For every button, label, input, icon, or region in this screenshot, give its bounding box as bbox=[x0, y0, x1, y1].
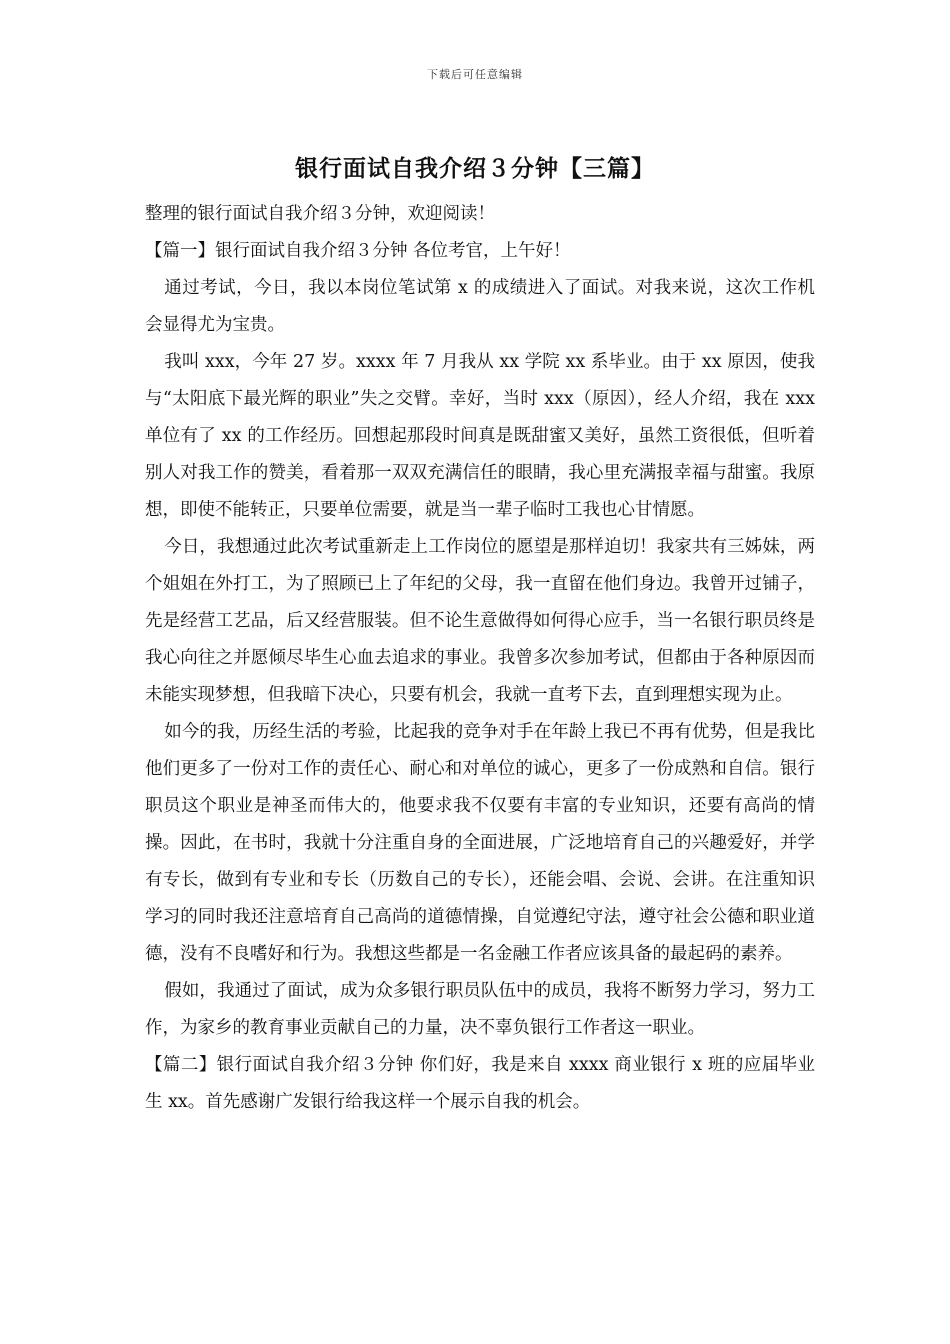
paragraph-section-one-heading: 【篇一】银行面试自我介绍３分钟 各位考官，上午好！ bbox=[145, 241, 571, 261]
paragraph: 假如，我通过了面试，成为众多银行职员队伍中的成员，我将不断努力学习，努力工作，为家乡的教育事业贡献自己的力量，决不辜负银行工作者这一职业。 bbox=[145, 981, 815, 1038]
document-body bbox=[145, 196, 815, 1121]
paragraph: 我叫 xxx，今年 27 岁。xxxx 年 7 月我从 xx 学院 xx 系毕业。由于 xx 原因，使我与“太阳底下最光辉的职业”失之交臂。幸好，当时 xxx（原因），经人介绍，我在 xxx 单位有了 xx 的工作经历。回想起那段时间真是既甜蜜又美好，虽然工资很低，但听着别人对我工作的赞美，看着那一双双充满信任的眼睛，我心里充满报幸福与甜蜜。我原想，即使不能转正，只要单位需要，就是当一辈子临时工我也心甘情愿。 bbox=[145, 352, 815, 520]
paragraph-intro: 整理的银行面试自我介绍３分钟，欢迎阅读！ bbox=[145, 204, 495, 224]
paragraph-section-two-heading: 【篇二】银行面试自我介绍３分钟 你们好，我是来自 xxxx 商业银行 x 班的应届毕业生 xx。首先感谢广发银行给我这样一个展示自我的机会。 bbox=[145, 1055, 815, 1112]
header-note: 下载后可任意编辑 bbox=[427, 68, 523, 81]
paragraph: 今日，我想通过此次考试重新走上工作岗位的愿望是那样迫切！我家共有三姊妹，两个姐姐在外打工，为了照顾已上了年纪的父母，我一直留在他们身边。我曾开过铺子，先是经营工艺品，后又经营服装。但不论生意做得如何得心应手，当一名银行职员终是我心向往之并愿倾尽毕生心血去追求的事业。我曾多次参加考试，但都由于各种原因而未能实现梦想，但我暗下决心，只要有机会，我就一直考下去，直到理想实现为止。 bbox=[145, 537, 815, 705]
paragraph: 通过考试，今日，我以本岗位笔试第 x 的成绩进入了面试。对我来说，这次工作机会显得尤为宝贵。 bbox=[145, 278, 815, 335]
paragraph: 如今的我，历经生活的考验，比起我的竞争对手在年龄上我已不再有优势，但是我比他们更多了一份对工作的责任心、耐心和对单位的诚心，更多了一份成熟和自信。银行职员这个职业是神圣而伟大的，他要求我不仅要有丰富的专业知识，还要有高尚的情操。因此，在书时，我就十分注重自身的全面进展，广泛地培育自己的兴趣爱好，并学有专长，做到有专业和专长（历数自己的专长），还能会唱、会说、会讲。在注重知识学习的同时我还注意培育自己高尚的道德情操，自觉遵纪守法，遵守社会公德和职业道德，没有不良嗜好和行为。我想这些都是一名金融工作者应该具备的最起码的素养。 bbox=[145, 722, 815, 964]
document-title: 银行面试自我介绍３分钟【三篇】 bbox=[295, 156, 655, 182]
